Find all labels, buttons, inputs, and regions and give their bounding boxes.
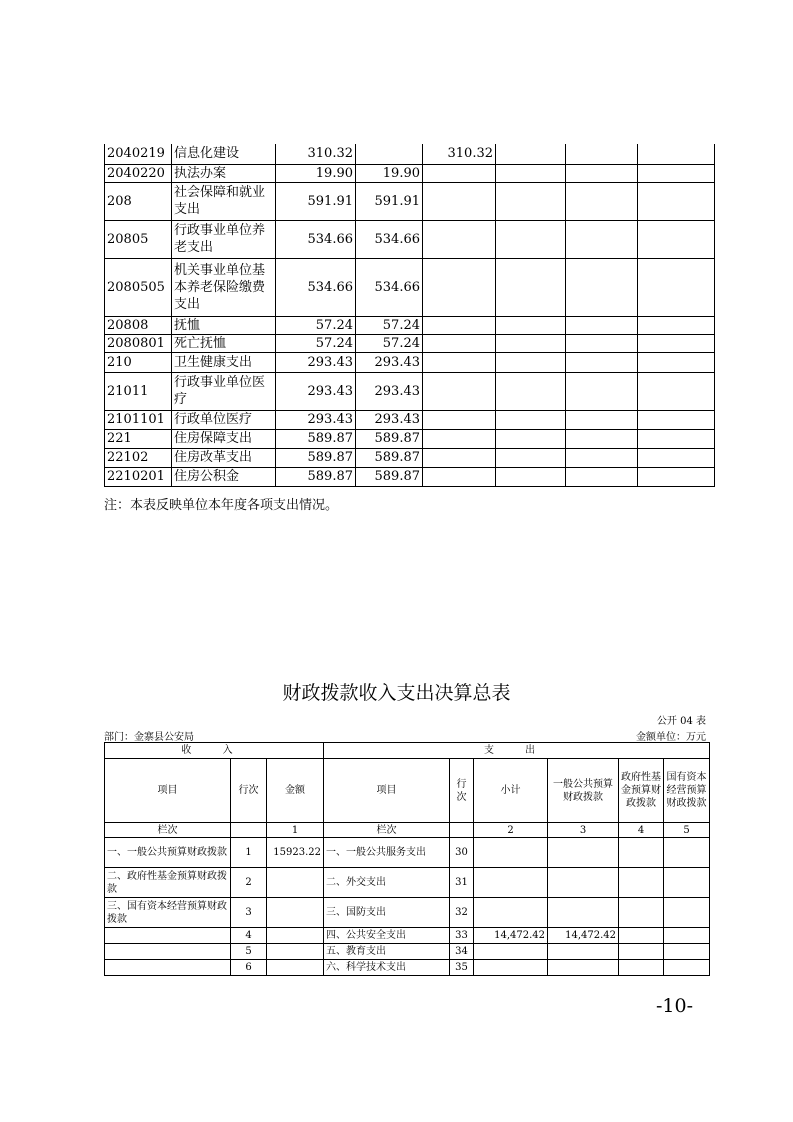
- table-row: [105, 838, 710, 868]
- row-name: 死亡抚恤: [172, 334, 276, 352]
- row-income-line: 6: [231, 960, 267, 976]
- department-label: 部门：金寨县公安局: [104, 732, 194, 743]
- row-name: 住房保障支出: [172, 429, 276, 448]
- row-basic: 19.90: [356, 164, 423, 182]
- row-basic: 293.43: [356, 372, 423, 410]
- row-blank-1: [496, 182, 566, 220]
- row-name: 卫生健康支出: [172, 352, 276, 372]
- row-general: [548, 898, 619, 928]
- row-blank-2: [566, 352, 638, 372]
- row-blank-2: [566, 220, 638, 258]
- row-project: [423, 448, 496, 467]
- row-code: 208: [105, 182, 172, 220]
- col-item: 项目: [105, 759, 231, 823]
- row-exp-line: 30: [450, 838, 474, 868]
- table-row: [105, 410, 715, 429]
- row-project: [423, 220, 496, 258]
- form-code: 公开 04 表: [656, 716, 706, 727]
- row-blank-2: [566, 316, 638, 334]
- table-row: [105, 144, 715, 164]
- row-total: 57.24: [276, 334, 356, 352]
- row-exp-item: 六、科学技术支出: [324, 960, 450, 976]
- row-income-amount: [267, 960, 324, 976]
- row-exp-item: 四、公共安全支出: [324, 928, 450, 944]
- row-project: [423, 182, 496, 220]
- row-project: [423, 372, 496, 410]
- row-state: [664, 838, 710, 868]
- table-row: [105, 352, 715, 372]
- row-code: 21011: [105, 372, 172, 410]
- col-no-1: 1: [267, 823, 324, 838]
- col-no-4: 4: [619, 823, 664, 838]
- row-blank-3: [638, 467, 715, 486]
- row-project: [423, 429, 496, 448]
- row-project: [423, 316, 496, 334]
- row-basic: 589.87: [356, 429, 423, 448]
- row-code: 20808: [105, 316, 172, 334]
- row-fund: [619, 960, 664, 976]
- col-subtotal: 小计: [474, 759, 548, 823]
- row-basic: 293.43: [356, 410, 423, 429]
- row-basic: 589.87: [356, 467, 423, 486]
- row-state: [664, 868, 710, 898]
- row-blank-3: [638, 410, 715, 429]
- row-basic: 589.87: [356, 448, 423, 467]
- row-exp-line: 31: [450, 868, 474, 898]
- row-blank-1: [496, 410, 566, 429]
- row-code: 2080505: [105, 258, 172, 316]
- row-total: 589.87: [276, 429, 356, 448]
- expenditure-detail-table: [104, 144, 715, 487]
- row-name: 行政事业单位医疗: [172, 372, 276, 410]
- row-total: 589.87: [276, 448, 356, 467]
- row-state: [664, 960, 710, 976]
- row-name: 信息化建设: [172, 144, 276, 164]
- page-title: 财政拨款收入支出决算总表: [282, 682, 511, 704]
- row-blank-3: [638, 258, 715, 316]
- row-blank-3: [638, 334, 715, 352]
- row-fund: [619, 928, 664, 944]
- unit-label: 金额单位：万元: [636, 732, 706, 743]
- row-code: 221: [105, 429, 172, 448]
- row-basic: 57.24: [356, 334, 423, 352]
- col-no-2: 2: [474, 823, 548, 838]
- row-income-amount: [267, 944, 324, 960]
- row-exp-line: 34: [450, 944, 474, 960]
- row-label2-blank: [450, 823, 474, 838]
- table-row: [105, 164, 715, 182]
- row-income-item: 三、国有资本经营预算财政拨款: [105, 898, 231, 928]
- row-blank-3: [638, 220, 715, 258]
- col-fund: 政府性基金预算财政拨款: [619, 759, 664, 823]
- expense-header: 支 出: [324, 743, 710, 759]
- row-income-amount: [267, 868, 324, 898]
- row-name: 执法办案: [172, 164, 276, 182]
- row-income-item: 一、一般公共预算财政拨款: [105, 838, 231, 868]
- row-blank-1: [496, 144, 566, 164]
- row-blank-2: [566, 144, 638, 164]
- row-blank-3: [638, 316, 715, 334]
- row-basic: 591.91: [356, 182, 423, 220]
- income-header: 收 入: [105, 743, 324, 759]
- row-basic: 57.24: [356, 316, 423, 334]
- row-code: 2040220: [105, 164, 172, 182]
- row-exp-line: 35: [450, 960, 474, 976]
- row-project: [423, 334, 496, 352]
- table-row: [105, 448, 715, 467]
- row-blank-2: [566, 448, 638, 467]
- row-blank-3: [638, 429, 715, 448]
- row-name: 行政事业单位养老支出: [172, 220, 276, 258]
- table-row: [105, 944, 710, 960]
- row-fund: [619, 944, 664, 960]
- row-blank-1: [496, 352, 566, 372]
- row-project: 310.32: [423, 144, 496, 164]
- col-no-5: 5: [664, 823, 710, 838]
- row-project: [423, 410, 496, 429]
- table-note: 注：本表反映单位本年度各项支出情况。: [104, 498, 339, 513]
- row-income-item: [105, 960, 231, 976]
- row-code: 210: [105, 352, 172, 372]
- row-code: 20805: [105, 220, 172, 258]
- row-total: 293.43: [276, 352, 356, 372]
- row-state: [664, 898, 710, 928]
- row-blank-1: [496, 258, 566, 316]
- page-number: -10-: [655, 995, 693, 1017]
- row-name: 社会保障和就业支出: [172, 182, 276, 220]
- row-exp-item: 一、一般公共服务支出: [324, 838, 450, 868]
- row-blank-1: [496, 220, 566, 258]
- row-label: 栏次: [105, 823, 231, 838]
- row-income-line: 1: [231, 838, 267, 868]
- row-total: 591.91: [276, 182, 356, 220]
- row-fund: [619, 838, 664, 868]
- row-subtotal: [474, 960, 548, 976]
- row-code: 2040219: [105, 144, 172, 164]
- row-basic: 534.66: [356, 220, 423, 258]
- row-name: 机关事业单位基本养老保险缴费支出: [172, 258, 276, 316]
- row-label2: 栏次: [324, 823, 450, 838]
- row-blank-2: [566, 182, 638, 220]
- row-code: 2080801: [105, 334, 172, 352]
- row-total: 589.87: [276, 467, 356, 486]
- row-name: 行政单位医疗: [172, 410, 276, 429]
- row-blank-1: [496, 429, 566, 448]
- table-row: [105, 220, 715, 258]
- table-row: [105, 258, 715, 316]
- row-income-amount: [267, 928, 324, 944]
- fiscal-summary-body: [105, 838, 710, 976]
- row-blank-3: [638, 352, 715, 372]
- row-blank-2: [566, 258, 638, 316]
- row-project: [423, 467, 496, 486]
- row-state: [664, 928, 710, 944]
- col-line2: 行次: [450, 759, 474, 823]
- row-exp-line: 33: [450, 928, 474, 944]
- row-total: 19.90: [276, 164, 356, 182]
- table-row: [105, 868, 710, 898]
- table-row: [105, 960, 710, 976]
- row-blank-2: [566, 164, 638, 182]
- row-total: 310.32: [276, 144, 356, 164]
- row-blank-2: [566, 429, 638, 448]
- row-exp-line: 32: [450, 898, 474, 928]
- table-row: [105, 182, 715, 220]
- row-name: 住房公积金: [172, 467, 276, 486]
- table-row: [105, 316, 715, 334]
- row-project: [423, 164, 496, 182]
- row-blank-3: [638, 448, 715, 467]
- row-general: [548, 868, 619, 898]
- table-row: [105, 898, 710, 928]
- row-blank-1: [496, 316, 566, 334]
- col-general: 一般公共预算财政拨款: [548, 759, 619, 823]
- fiscal-summary-table: [104, 742, 710, 976]
- row-general: [548, 960, 619, 976]
- row-basic: 293.43: [356, 352, 423, 372]
- row-exp-item: 五、教育支出: [324, 944, 450, 960]
- row-subtotal: [474, 838, 548, 868]
- col-line: 行次: [231, 759, 267, 823]
- row-blank-3: [638, 182, 715, 220]
- row-income-item: [105, 944, 231, 960]
- row-subtotal: 14,472.42: [474, 928, 548, 944]
- row-blank-3: [638, 144, 715, 164]
- row-income-item: 二、政府性基金预算财政拨款: [105, 868, 231, 898]
- row-exp-item: 二、外交支出: [324, 868, 450, 898]
- row-code: 2101101: [105, 410, 172, 429]
- row-general: 14,472.42: [548, 928, 619, 944]
- row-total: 293.43: [276, 372, 356, 410]
- col-state: 国有资本经营预算财政拨款: [664, 759, 710, 823]
- row-fund: [619, 868, 664, 898]
- row-basic: 534.66: [356, 258, 423, 316]
- row-blank-2: [566, 334, 638, 352]
- row-income-line: 2: [231, 868, 267, 898]
- row-income-line: 5: [231, 944, 267, 960]
- row-blank-2: [566, 467, 638, 486]
- row-general: [548, 838, 619, 868]
- row-income-line: 4: [231, 928, 267, 944]
- row-code: 22102: [105, 448, 172, 467]
- row-blank-3: [638, 164, 715, 182]
- row-subtotal: [474, 868, 548, 898]
- table-row: [105, 372, 715, 410]
- row-blank-2: [566, 410, 638, 429]
- row-label-blank: [231, 823, 267, 838]
- row-total: 534.66: [276, 220, 356, 258]
- row-subtotal: [474, 944, 548, 960]
- row-blank-1: [496, 164, 566, 182]
- row-blank-2: [566, 372, 638, 410]
- row-income-item: [105, 928, 231, 944]
- col-no-3: 3: [548, 823, 619, 838]
- row-income-line: 3: [231, 898, 267, 928]
- row-blank-1: [496, 448, 566, 467]
- row-code: 2210201: [105, 467, 172, 486]
- col-amount: 金额: [267, 759, 324, 823]
- row-basic: [356, 144, 423, 164]
- row-fund: [619, 898, 664, 928]
- row-state: [664, 944, 710, 960]
- table-row: [105, 334, 715, 352]
- row-income-amount: 15923.22: [267, 838, 324, 868]
- row-name: 住房改革支出: [172, 448, 276, 467]
- table-row: [105, 467, 715, 486]
- table-row: [105, 928, 710, 944]
- row-subtotal: [474, 898, 548, 928]
- row-blank-1: [496, 334, 566, 352]
- row-income-amount: [267, 898, 324, 928]
- row-project: [423, 352, 496, 372]
- row-project: [423, 258, 496, 316]
- row-name: 抚恤: [172, 316, 276, 334]
- row-blank-1: [496, 467, 566, 486]
- row-blank-1: [496, 372, 566, 410]
- row-total: 293.43: [276, 410, 356, 429]
- row-blank-3: [638, 372, 715, 410]
- row-total: 534.66: [276, 258, 356, 316]
- row-exp-item: 三、国防支出: [324, 898, 450, 928]
- table-row: [105, 429, 715, 448]
- row-total: 57.24: [276, 316, 356, 334]
- col-item2: 项目: [324, 759, 450, 823]
- expenditure-detail-body: [105, 144, 715, 486]
- row-general: [548, 944, 619, 960]
